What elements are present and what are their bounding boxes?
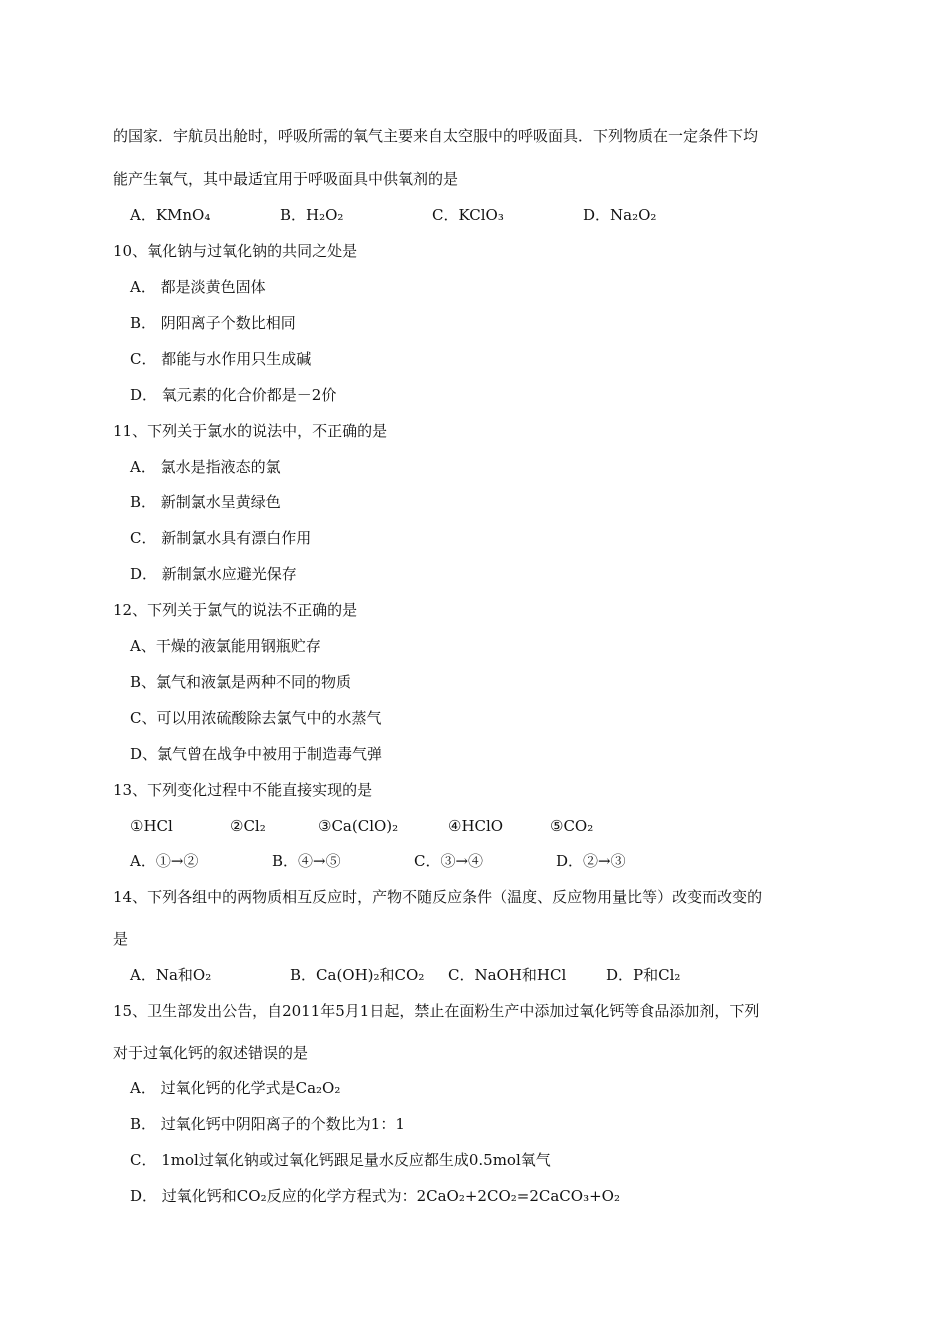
q15-option-a: A． 过氧化钙的化学式是Ca₂O₂ bbox=[130, 1079, 341, 1097]
q14-option-c: C．NaOH和HCl bbox=[448, 966, 567, 984]
q12-stem: 12、下列关于氯气的说法不正确的是 bbox=[113, 601, 358, 619]
q9-option-c: C．KClO₃ bbox=[432, 206, 504, 224]
q10-option-c: C． 都能与水作用只生成碱 bbox=[130, 350, 312, 368]
q15-option-c: C． 1mol过氧化钠或过氧化钙跟足量水反应都生成0.5mol氧气 bbox=[130, 1151, 551, 1169]
q15-option-d: D． 过氧化钙和CO₂反应的化学方程式为：2CaO₂+2CO₂=2CaCO₃+O₂ bbox=[130, 1187, 620, 1205]
q10-option-d: D． 氧元素的化合价都是－2价 bbox=[130, 386, 337, 404]
q13-option-d: D．②→③ bbox=[556, 852, 626, 870]
q15-option-b: B． 过氧化钙中阴阳离子的个数比为1：1 bbox=[130, 1115, 405, 1133]
q11-option-a: A． 氯水是指液态的氯 bbox=[130, 458, 281, 476]
q14-option-b: B．Ca(OH)₂和CO₂ bbox=[290, 966, 425, 984]
q11-option-d: D． 新制氯水应避光保存 bbox=[130, 565, 297, 583]
q12-option-a: A、干燥的液氯能用钢瓶贮存 bbox=[130, 637, 321, 655]
q11-option-b: B． 新制氯水呈黄绿色 bbox=[130, 493, 281, 511]
q12-option-b: B、氯气和液氯是两种不同的物质 bbox=[130, 673, 352, 691]
q14-option-a: A．Na和O₂ bbox=[130, 966, 212, 984]
q15-stem-line-2: 对于过氧化钙的叙述错误的是 bbox=[113, 1044, 309, 1062]
q11-stem: 11、下列关于氯水的说法中，不正确的是 bbox=[113, 422, 388, 440]
q13-option-c: C．③→④ bbox=[414, 852, 484, 870]
q10-stem: 10、氧化钠与过氧化钠的共同之处是 bbox=[113, 242, 358, 260]
q10-option-a: A． 都是淡黄色固体 bbox=[130, 278, 266, 296]
q13-substance-5: ⑤CO₂ bbox=[550, 817, 594, 835]
q14-stem-line-2: 是 bbox=[113, 930, 129, 948]
q9-option-d: D．Na₂O₂ bbox=[583, 206, 657, 224]
q13-option-b: B．④→⑤ bbox=[272, 852, 341, 870]
q9-continuation-line-1: 的国家．宇航员出舱时，呼吸所需的氧气主要来自太空服中的呼吸面具．下列物质在一定条件下均 bbox=[113, 127, 759, 145]
q12-option-d: D、氯气曾在战争中被用于制造毒气弹 bbox=[130, 745, 383, 763]
q14-option-d: D．P和Cl₂ bbox=[606, 966, 681, 984]
q9-continuation-line-2: 能产生氧气，其中最适宜用于呼吸面具中供氧剂的是 bbox=[113, 170, 459, 188]
q11-option-c: C． 新制氯水具有漂白作用 bbox=[130, 529, 312, 547]
q13-stem: 13、下列变化过程中不能直接实现的是 bbox=[113, 781, 373, 799]
q13-substance-3: ③Ca(ClO)₂ bbox=[318, 817, 399, 835]
q13-substance-2: ②Cl₂ bbox=[230, 817, 266, 835]
q12-option-c: C、可以用浓硫酸除去氯气中的水蒸气 bbox=[130, 709, 382, 727]
q14-stem-line-1: 14、下列各组中的两物质相互反应时，产物不随反应条件（温度、反应物用量比等）改变而改变的 bbox=[113, 888, 763, 906]
q13-substance-1: ①HCl bbox=[130, 817, 173, 835]
q10-option-b: B． 阴阳离子个数比相同 bbox=[130, 314, 296, 332]
q9-option-a: A．KMnO₄ bbox=[130, 206, 211, 224]
q9-option-b: B．H₂O₂ bbox=[280, 206, 344, 224]
q15-stem-line-1: 15、卫生部发出公告，自2011年5月1日起，禁止在面粉生产中添加过氧化钙等食品添加剂，下列 bbox=[113, 1002, 760, 1020]
q13-option-a: A．①→② bbox=[130, 852, 199, 870]
q13-substance-4: ④HClO bbox=[448, 817, 504, 835]
